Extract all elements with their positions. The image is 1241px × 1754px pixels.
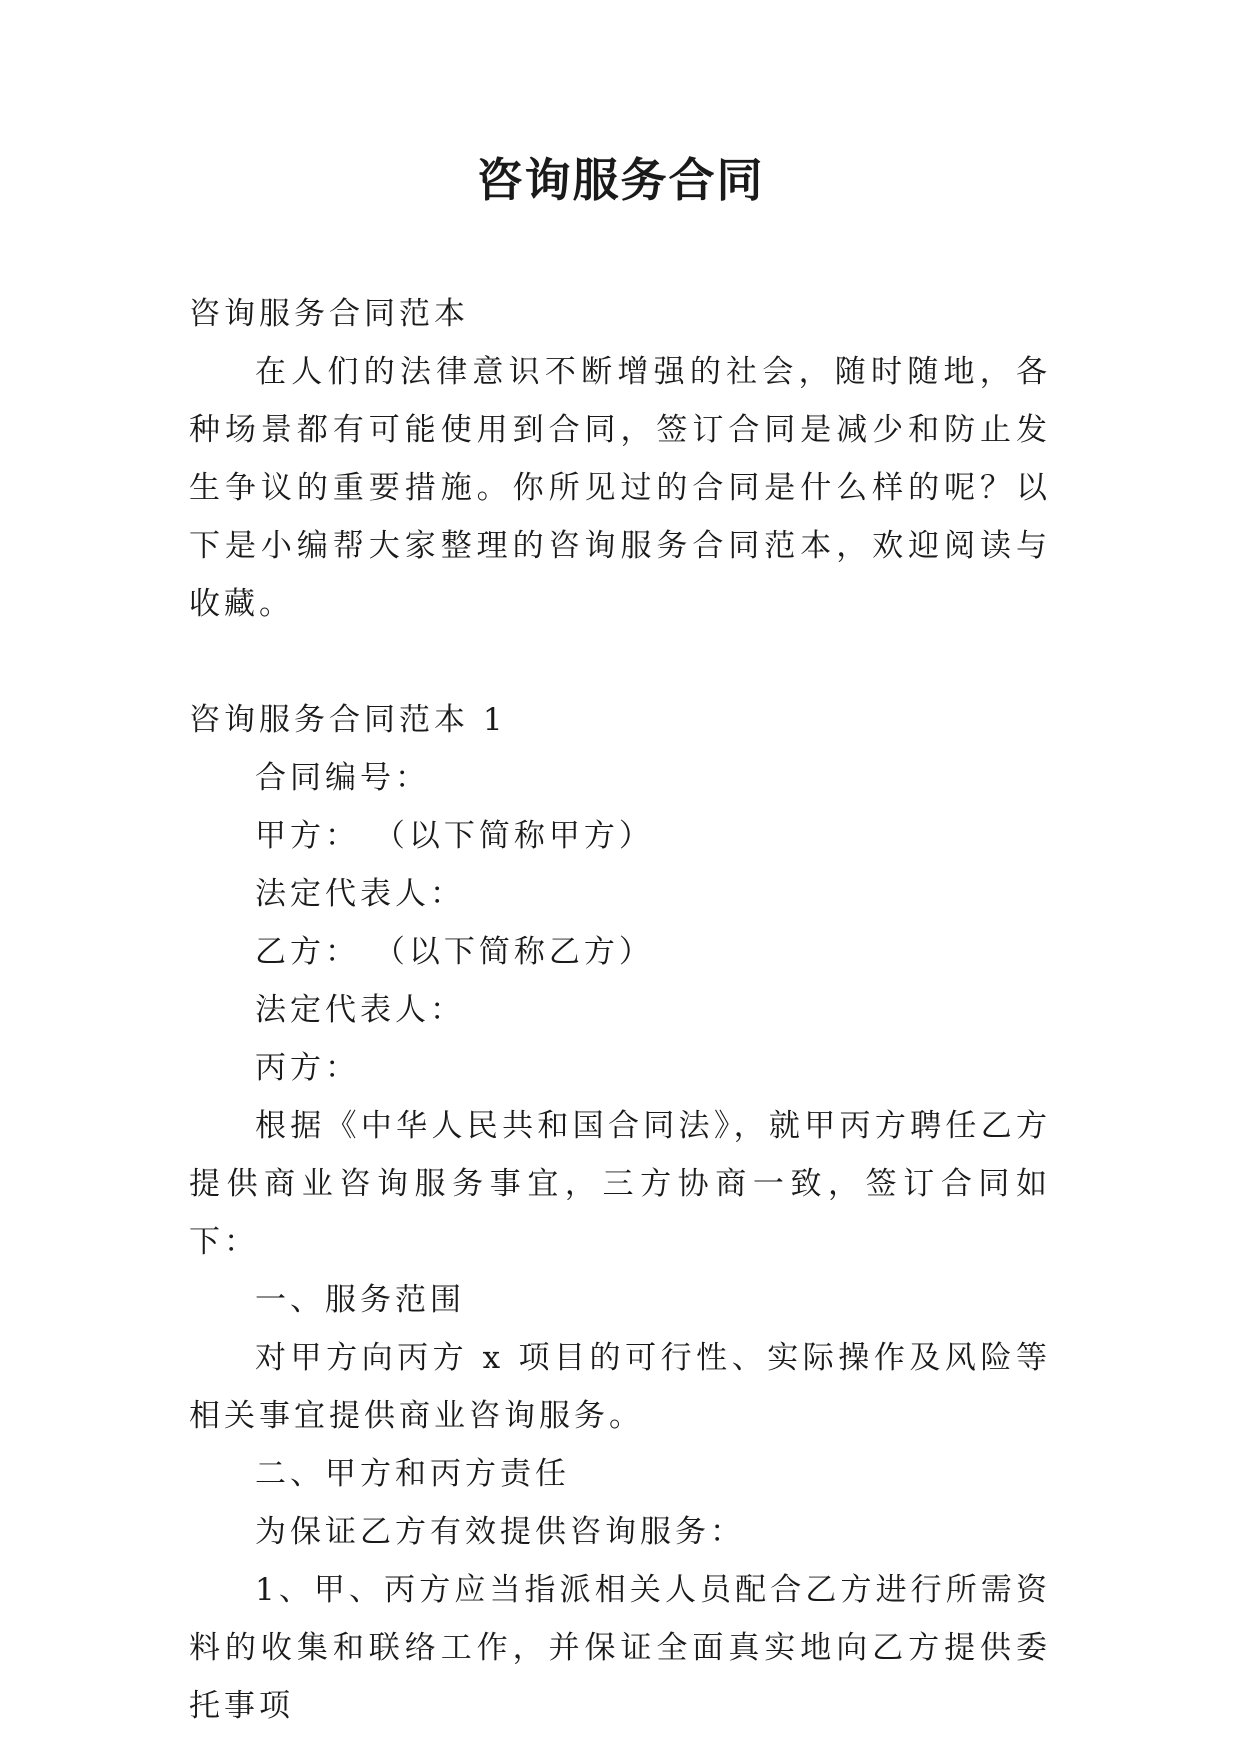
clause-1-text: 对甲方向丙方 x 项目的可行性、实际操作及风险等相关事宜提供商业咨询服务。 — [189, 1340, 1051, 1434]
clause-2-heading: 二、甲方和丙方责任 — [255, 1456, 570, 1492]
clause-2-item-1: 1、甲、丙方应当指派相关人员配合乙方进行所需资料的收集和联络工作，并保证全面真实地向乙方提供委托事项 — [189, 1572, 1051, 1724]
clause-1-heading: 一、服务范围 — [255, 1282, 465, 1318]
party-b-representative-line: 法定代表人： — [255, 992, 465, 1028]
party-b-line: 乙方： （以下简称乙方） — [255, 934, 654, 970]
clause-2-intro: 为保证乙方有效提供咨询服务： — [255, 1514, 745, 1550]
party-a-line: 甲方： （以下简称甲方） — [255, 818, 654, 854]
party-c-line: 丙方： — [255, 1050, 360, 1086]
paragraph-gap — [189, 633, 1051, 691]
party-a-representative-line: 法定代表人： — [255, 876, 465, 912]
intro-paragraph: 在人们的法律意识不断增强的社会，随时随地，各种场景都有可能使用到合同，签订合同是减少和防止发生争议的重要措施。你所见过的合同是什么样的呢？以下是小编帮大家整理的咨询服务合同范本，欢迎阅读与收藏。 — [189, 354, 1051, 622]
section-heading: 咨询服务合同范本 1 — [189, 702, 507, 738]
contract-number-line: 合同编号： — [255, 760, 430, 796]
basis-paragraph: 根据《中华人民共和国合同法》，就甲丙方聘任乙方提供商业咨询服务事宜，三方协商一致，签订合同如下： — [189, 1108, 1051, 1260]
document-title: 咨询服务合同 — [476, 153, 765, 207]
subtitle: 咨询服务合同范本 — [189, 296, 469, 332]
document-body — [189, 285, 1051, 1735]
